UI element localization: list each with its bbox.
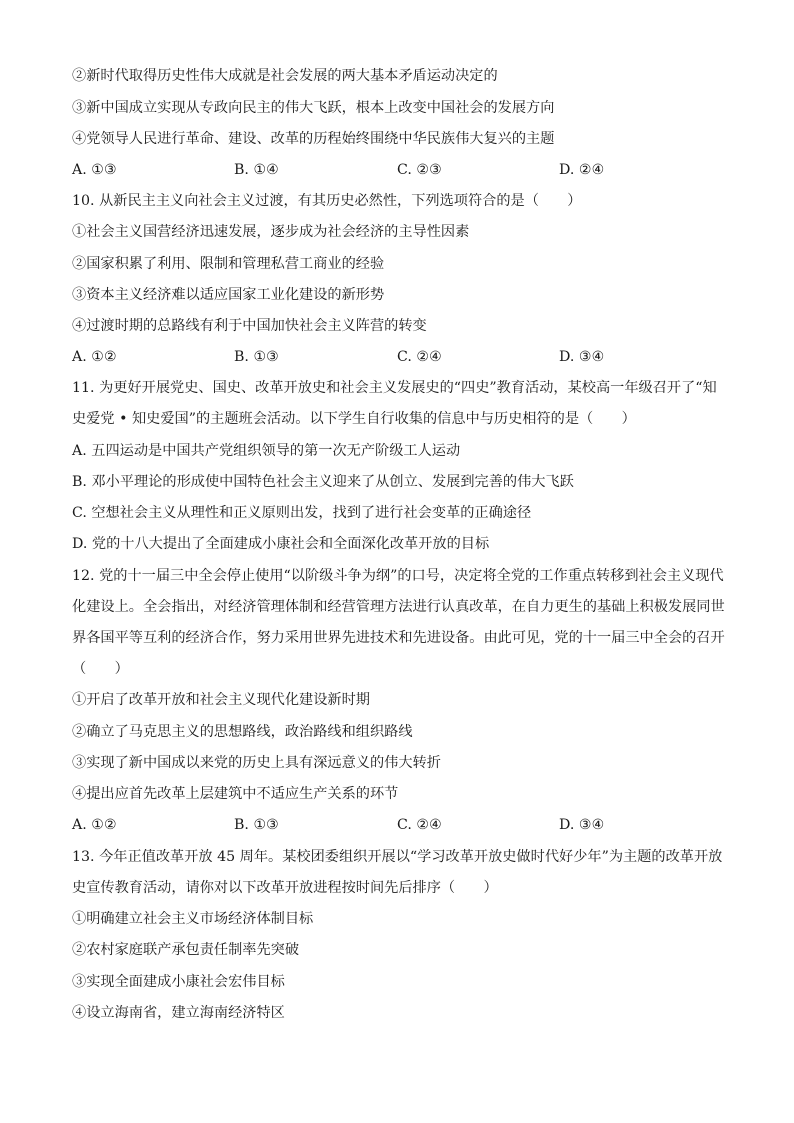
q11-stem-line-1: 11. 为更好开展党史、国史、改革开放史和社会主义发展史的“四史”教育活动，某校高一年级召开了“知	[72, 380, 717, 396]
q13-statement-3: ③实现全面建成小康社会宏伟目标	[72, 974, 285, 990]
q12-option-c: C. ②④	[397, 817, 442, 833]
q10-option-d: D. ③④	[559, 349, 605, 365]
q12-statement-2: ②确立了马克思主义的思想路线，政治路线和组织路线	[72, 724, 413, 740]
q10-option-a: A. ①②	[72, 349, 117, 365]
q10-option-b: B. ①③	[234, 349, 279, 365]
q12-statement-3: ③实现了新中国成以来党的历史上具有深远意义的伟大转折	[72, 755, 441, 771]
q10-statement-4: ④过渡时期的总路线有利于中国加快社会主义阵营的转变	[72, 318, 427, 334]
q10-statement-2: ②国家积累了利用、限制和管理私营工商业的经验	[72, 256, 385, 272]
q9-option-d: D. ②④	[559, 162, 605, 178]
q11-option-d: D. 党的十八大提出了全面建成小康社会和全面深化改革开放的目标	[72, 536, 490, 552]
q12-stem-line-4: （ ）	[72, 661, 129, 677]
q12-option-d: D. ③④	[559, 817, 605, 833]
q9-options	[72, 160, 727, 180]
q12-option-b: B. ①③	[234, 817, 279, 833]
q10-stem: 10. 从新民主主义向社会主义过渡，有其历史必然性，下列选项符合的是（ ）	[72, 193, 582, 209]
q13-statement-4: ④设立海南省，建立海南经济特区	[72, 1005, 285, 1021]
q11-option-a: A. 五四运动是中国共产党组织领导的第一次无产阶级工人运动	[72, 443, 461, 459]
q13-stem-line-2: 史宣传教育活动，请你对以下改革开放进程按时间先后排序（ ）	[72, 880, 498, 896]
q12-stem-line-2: 化建设上。全会指出，对经济管理体制和经营管理方法进行认真改革，在自力更生的基础上积极发展同世	[72, 599, 725, 615]
q9-statement-4: ④党领导人民进行革命、建设、改革的历程始终围绕中华民族伟大复兴的主题	[72, 131, 555, 147]
q13-statement-2: ②农村家庭联产承包责任制率先突破	[72, 942, 300, 958]
q10-options	[72, 347, 727, 367]
q9-option-c: C. ②③	[397, 162, 442, 178]
q12-stem-line-1: 12. 党的十一届三中全会停止使用“以阶级斗争为纲”的口号，决定将全党的工作重点转移到社会主义现代	[72, 568, 724, 584]
q11-stem-line-2: 史爱党 • 知史爱国”的主题班会活动。以下学生自行收集的信息中与历史相符的是（ ）	[72, 411, 636, 427]
q12-statement-1: ①开启了改革开放和社会主义现代化建设新时期	[72, 692, 370, 708]
q13-statement-1: ①明确建立社会主义市场经济体制目标	[72, 911, 314, 927]
q13-stem-line-1: 13. 今年正值改革开放 45 周年。某校团委组织开展以“学习改革开放史做时代好少年”为主题的改革开放	[72, 849, 723, 865]
q12-statement-4: ④提出应首先改革上层建筑中不适应生产关系的环节	[72, 786, 399, 802]
q9-statement-2: ②新时代取得历史性伟大成就是社会发展的两大基本矛盾运动决定的	[72, 68, 498, 84]
q12-option-a: A. ①②	[72, 817, 117, 833]
q10-statement-3: ③资本主义经济难以适应国家工业化建设的新形势	[72, 287, 385, 303]
q11-option-c: C. 空想社会主义从理性和正义原则出发，找到了进行社会变革的正确途径	[72, 505, 532, 521]
q11-option-b: B. 邓小平理论的形成使中国特色社会主义迎来了从创立、发展到完善的伟大飞跃	[72, 474, 574, 490]
q12-options	[72, 815, 727, 835]
q12-stem-line-3: 界各国平等互利的经济合作，努力采用世界先进技术和先进设备。由此可见，党的十一届三中全会的召开	[72, 630, 725, 646]
q10-option-c: C. ②④	[397, 349, 442, 365]
q10-statement-1: ①社会主义国营经济迅速发展，逐步成为社会经济的主导性因素	[72, 224, 470, 240]
q9-option-b: B. ①④	[234, 162, 279, 178]
q9-statement-3: ③新中国成立实现从专政向民主的伟大飞跃，根本上改变中国社会的发展方向	[72, 100, 555, 116]
q9-option-a: A. ①③	[72, 162, 117, 178]
